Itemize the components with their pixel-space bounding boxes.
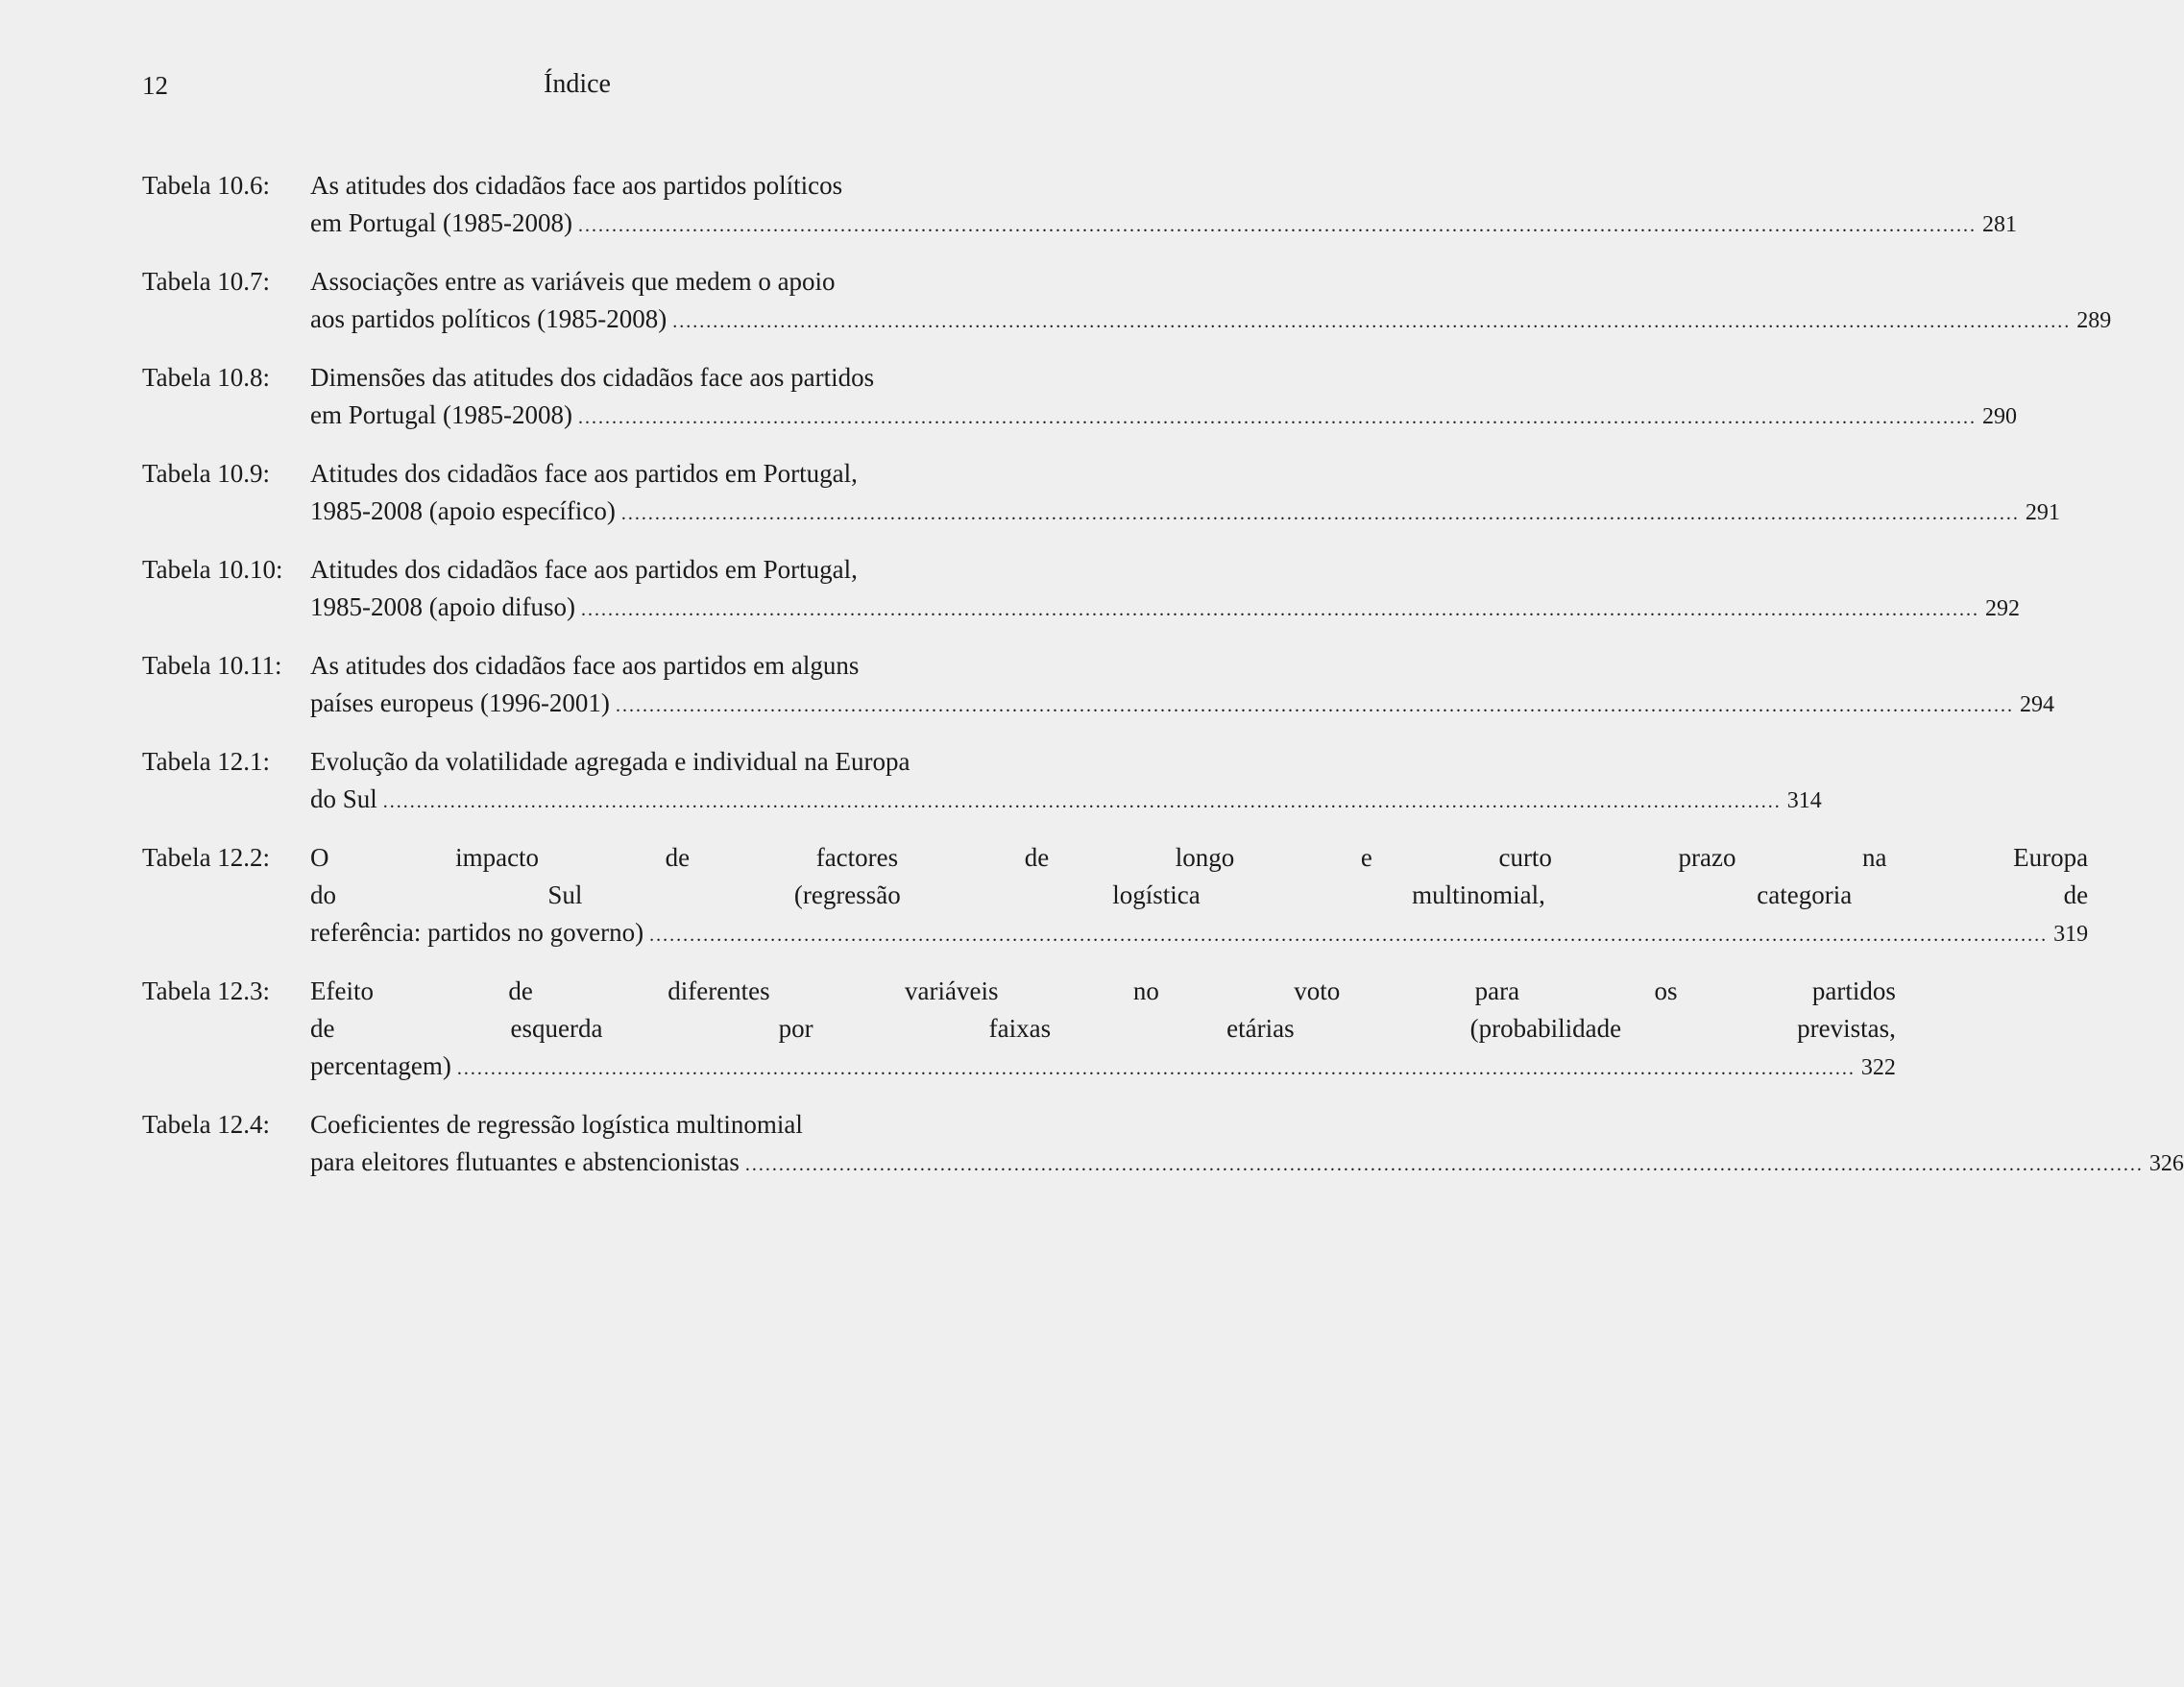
toc-entry-title-line: 1985-2008 (apoio difuso) [310,592,575,621]
toc-entry-title-line: As atitudes dos cidadãos face aos partidos em alguns [310,651,860,680]
toc-entry [142,551,2020,629]
dot-leader [672,303,2071,341]
dot-leader [745,1146,2144,1184]
toc-entry-title-line: As atitudes dos cidadãos face aos partidos políticos [310,171,843,200]
toc-entry-page: 289 [2076,308,2112,333]
toc-entry [142,359,2017,437]
toc-entry-title-line: O impacto de factores de longo e curto prazo na Europa [310,843,2089,872]
toc-entry-title-line: percentagem) [310,1051,451,1080]
toc-entry-label: Tabela 12.3: [142,976,271,1005]
toc-entry-title-line: em Portugal (1985-2008) [310,208,572,237]
toc-entry [142,839,2089,954]
dot-leader [581,591,1979,629]
toc-entry-title-line: Dimensões das atitudes dos cidadãos face aos partidos [310,363,875,392]
running-title: Índice [544,69,611,99]
toc-entry [142,743,1822,821]
toc-entry-page: 294 [2019,692,2054,717]
toc-entry [142,647,2054,725]
toc-entry-label: Tabela 12.1: [142,747,271,776]
toc-entry-title-line: Efeito de diferentes variáveis no voto para os partidos [310,976,1896,1005]
toc-entry-page: 291 [2025,500,2060,525]
toc-entry-page: 322 [1860,1055,1896,1080]
dot-leader [616,687,2014,725]
toc-entry-label: Tabela 10.6: [142,171,271,200]
toc-entry-title-line: Atitudes dos cidadãos face aos partidos em Portugal, [310,555,858,584]
toc-entry-page: 326 [2148,1151,2184,1176]
toc-entry-page: 319 [2053,922,2089,947]
toc-entry [142,1106,2184,1184]
toc-entry-page: 292 [1984,596,2020,621]
toc-entry-label: Tabela 12.2: [142,843,271,872]
toc-entry-title-line: para eleitores flutuantes e abstencionistas [310,1147,740,1176]
toc-entry-label: Tabela 10.10: [142,555,283,584]
dot-leader [578,399,1977,437]
toc-entry-title-line: referência: partidos no governo) [310,918,644,947]
toc-entry-label: Tabela 10.9: [142,459,271,488]
toc-entry-title-line: 1985-2008 (apoio específico) [310,496,616,525]
dot-leader [621,495,2020,533]
toc-entry-title-line: Coeficientes de regressão logística multinomial [310,1110,803,1139]
toc-entry-title-line: do Sul [310,784,377,813]
toc-entry-title-line: do Sul (regressão logística multinomial, categoria de [310,880,2089,909]
toc-entry [142,167,2017,245]
dot-leader [383,783,1782,821]
toc-entry-label: Tabela 12.4: [142,1110,271,1139]
toc-entry-title-line: em Portugal (1985-2008) [310,400,572,429]
toc-entry-label: Tabela 10.8: [142,363,271,392]
toc-entry-title-line: Evolução da volatilidade agregada e individual na Europa [310,747,910,776]
dot-leader [578,207,1977,245]
toc-entry-label: Tabela 10.7: [142,267,271,296]
toc-entry-label: Tabela 10.11: [142,651,282,680]
toc-entry-title-line: Associações entre as variáveis que medem o apoio [310,267,836,296]
page-number: 12 [142,71,168,100]
toc-entry [142,455,2060,533]
table-of-contents [142,167,2184,1202]
toc-entry-title-line: Atitudes dos cidadãos face aos partidos em Portugal, [310,459,858,488]
toc-entry-title-line: de esquerda por faixas etárias (probabilidade previstas, [310,1014,1896,1043]
toc-entry-title-line: aos partidos políticos (1985-2008) [310,304,667,333]
dot-leader [457,1050,1856,1088]
toc-entry-page: 314 [1786,788,1822,813]
toc-entry-page: 281 [1981,212,2017,237]
toc-entry [142,973,1896,1088]
toc-entry-title-line: países europeus (1996-2001) [310,688,610,717]
dot-leader [649,917,2048,954]
toc-entry-page: 290 [1981,404,2017,429]
toc-entry [142,263,2112,341]
